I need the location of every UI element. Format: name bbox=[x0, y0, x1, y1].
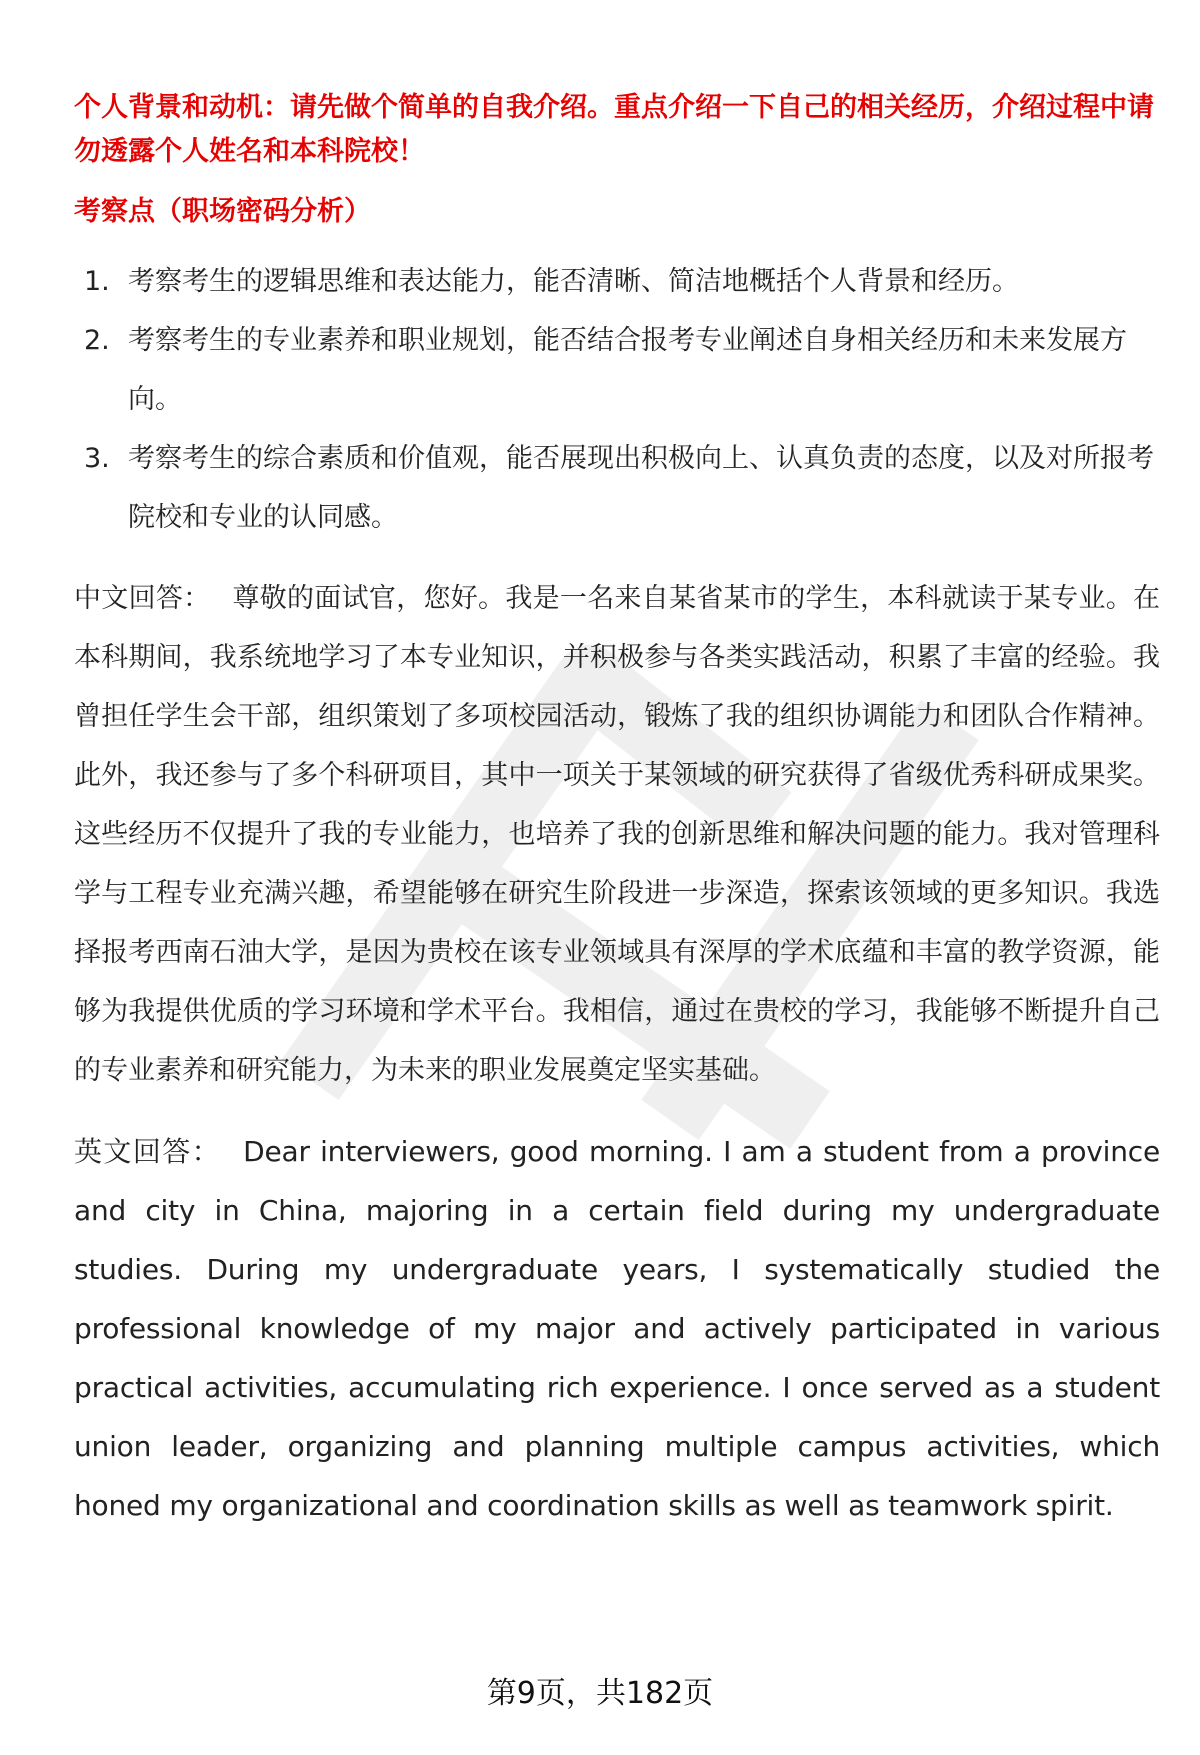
page-footer: 第9页，共182页 bbox=[486, 1676, 714, 1711]
key-point-text: 考察考生的综合素质和价值观，能否展现出积极向上、认真负责的态度，以及对所报考院校和专业的认同感。 bbox=[128, 443, 1154, 533]
chinese-answer-text: 尊敬的面试官，您好。我是一名来自某省某市的学生，本科就读于某专业。在本科期间，我系统地学习了本专业知识，并积极参与各类实践活动，积累了丰富的经验。我曾担任学生会干部，组织策划了多项校园活动，锻炼了我的组织协调能力和团队合作精神。此外，我还参与了多个科研项目，其中一项关于某领域的研究获得了省级优秀科研成果奖。这些经历不仅提升了我的专业能力，也培养了我的创新思维和解决问题的能力。我对管理科学与工程专业充满兴趣，希望能够在研究生阶段进一步深造，探索该领域的更多知识。我选择报考西南石油大学，是因为贵校在该专业领域具有深厚的学术底蕴和丰富的教学资源，能够为我提供优质的学习环境和学术平台。我相信，通过在贵校的学习，我能够不断提升自己的专业素养和研究能力，为未来的职业发展奠定坚实基础。 bbox=[74, 583, 1161, 1086]
key-point-number: 2. bbox=[84, 325, 110, 356]
key-points-heading: 考察点（职场密码分析） bbox=[74, 196, 371, 227]
key-point-item bbox=[74, 429, 1160, 547]
key-point-text: 考察考生的专业素养和职业规划，能否结合报考专业阐述自身相关经历和未来发展方向。 bbox=[128, 325, 1127, 415]
english-answer-label: 英文回答： bbox=[74, 1135, 222, 1168]
key-point-number: 1. bbox=[84, 266, 110, 297]
chinese-answer bbox=[74, 569, 1160, 1100]
key-point-number: 3. bbox=[84, 443, 110, 474]
english-answer bbox=[74, 1122, 1160, 1535]
key-point-item bbox=[74, 311, 1160, 429]
english-answer-text: Dear interviewers, good morning. I am a student from a province and city in China, majoring in a certain field during my undergraduate studies. During my undergraduate years, I systematically studied the professional knowledge of my major and actively participated in various practical activities, accumulating rich experience. I once served as a student union leader, organizing and planning multiple campus activities, which honed my organizational and coordination skills as well as teamwork spirit. bbox=[74, 1135, 1160, 1522]
chinese-answer-label: 中文回答： bbox=[74, 583, 211, 614]
key-point-item bbox=[74, 252, 1160, 311]
key-point-text: 考察考生的逻辑思维和表达能力，能否清晰、简洁地概括个人背景和经历。 bbox=[128, 266, 1019, 297]
question-heading: 个人背景和动机：请先做个简单的自我介绍。重点介绍一下自己的相关经历，介绍过程中请勿透露个人姓名和本科院校！ bbox=[74, 92, 1154, 167]
document-page bbox=[74, 86, 1160, 1535]
key-points-list bbox=[74, 252, 1160, 547]
